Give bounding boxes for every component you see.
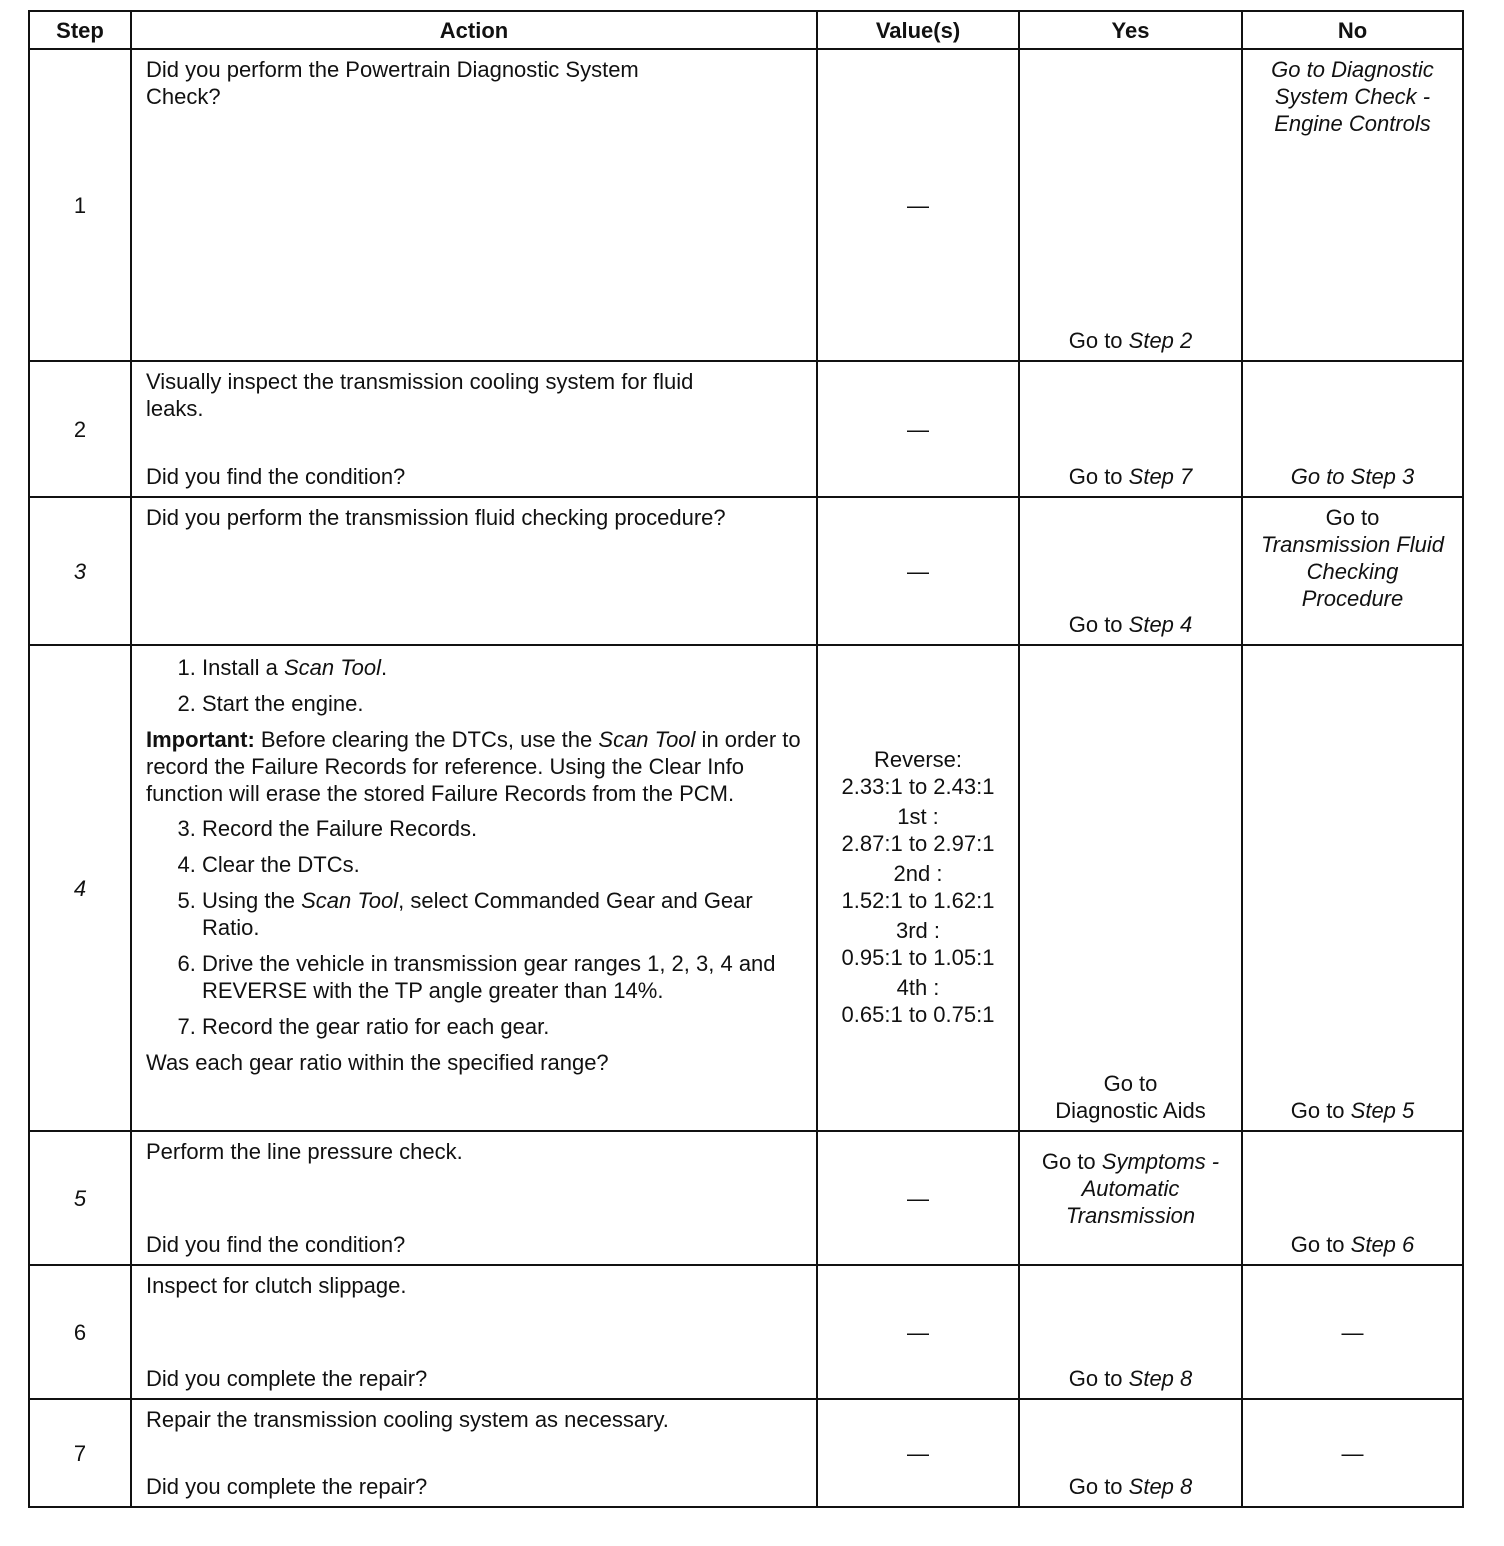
- procedure-step: [202, 654, 802, 681]
- gear-range: 0.65:1 to 0.75:1: [841, 1002, 995, 1027]
- yes-link[interactable]: Diagnostic Aids: [1055, 1098, 1206, 1123]
- step-number: 5: [29, 1131, 131, 1265]
- value-cell: —: [817, 1399, 1019, 1507]
- no-cell: —: [1242, 1265, 1463, 1399]
- no-cell: —: [1242, 1399, 1463, 1507]
- header-step: Step: [29, 11, 131, 49]
- important-note: [146, 726, 802, 807]
- yes-prefix: Go to: [1068, 612, 1129, 637]
- yes-cell[interactable]: [1019, 49, 1242, 361]
- no-link[interactable]: Step 6: [1350, 1232, 1415, 1257]
- no-link[interactable]: Go to Diagnostic System Check - Engine Controls: [1271, 57, 1434, 136]
- action-text: Inspect for clutch slippage.: [146, 1273, 407, 1298]
- header-no: No: [1242, 11, 1463, 49]
- yes-prefix: Go to: [1068, 1366, 1129, 1391]
- scan-tool-link[interactable]: Scan Tool: [283, 655, 381, 680]
- procedure-step: 4. Clear the DTCs.: [202, 851, 802, 878]
- action-cell: [131, 497, 817, 645]
- step-number: 4: [29, 645, 131, 1131]
- action-cell: [131, 645, 817, 1131]
- procedure-step: 3. Record the Failure Records.: [202, 815, 802, 842]
- yes-cell[interactable]: [1019, 1399, 1242, 1507]
- yes-link[interactable]: Symptoms - Automatic Transmission: [1065, 1149, 1220, 1228]
- table-row: [29, 49, 1463, 361]
- scan-tool-link[interactable]: Scan Tool: [598, 727, 696, 752]
- no-cell[interactable]: [1242, 497, 1463, 645]
- no-cell[interactable]: [1242, 645, 1463, 1131]
- action-cell: [131, 1131, 817, 1265]
- value-cell: —: [817, 361, 1019, 497]
- gear-label: 1st :: [897, 804, 939, 829]
- gear-ratio-spec: [818, 803, 1018, 857]
- table-row: [29, 1265, 1463, 1399]
- yes-prefix: Go to: [1068, 464, 1129, 489]
- action-text: Visually inspect the transmission cooling system for fluid leaks.: [146, 369, 694, 421]
- action-text: Perform the line pressure check.: [146, 1139, 463, 1164]
- value-cell: —: [817, 49, 1019, 361]
- no-link[interactable]: Transmission Fluid Checking Procedure: [1261, 532, 1444, 611]
- header-yes: Yes: [1019, 11, 1242, 49]
- no-prefix: Go to: [1290, 1098, 1351, 1123]
- gear-label: 4th :: [896, 975, 940, 1000]
- yes-cell[interactable]: [1019, 1131, 1242, 1265]
- table-row: [29, 1131, 1463, 1265]
- gear-ratio-spec: [818, 860, 1018, 914]
- action-question: Did you find the condition?: [146, 1232, 406, 1257]
- no-cell[interactable]: [1242, 49, 1463, 361]
- scan-tool-link[interactable]: Scan Tool: [301, 888, 399, 913]
- gear-range: 2.87:1 to 2.97:1: [841, 831, 995, 856]
- gear-label: 3rd :: [895, 918, 941, 943]
- action-cell: [131, 361, 817, 497]
- step-text: , select Commanded Gear and Gear Ratio.: [202, 888, 753, 940]
- yes-cell[interactable]: [1019, 361, 1242, 497]
- no-prefix: Go to: [1325, 505, 1380, 530]
- gear-range: 1.52:1 to 1.62:1: [841, 888, 995, 913]
- no-prefix: Go to: [1290, 1232, 1351, 1257]
- yes-prefix: Go to: [1068, 1474, 1129, 1499]
- table-row: [29, 1399, 1463, 1507]
- header-row: [29, 11, 1463, 49]
- note-text: Before clearing the DTCs, use the: [254, 727, 599, 752]
- step-text: Using the: [202, 888, 302, 913]
- procedure-step: 2. Start the engine.: [202, 690, 802, 717]
- header-values: Value(s): [817, 11, 1019, 49]
- no-cell[interactable]: [1242, 361, 1463, 497]
- yes-prefix: Go to: [1068, 328, 1129, 353]
- yes-link[interactable]: Step 7: [1128, 464, 1193, 489]
- gear-label: Reverse:: [873, 747, 963, 772]
- no-link[interactable]: Go to Step 3: [1290, 464, 1415, 489]
- yes-prefix: Go to: [1103, 1071, 1158, 1096]
- action-question: Did you perform the transmission fluid checking procedure?: [146, 505, 726, 530]
- no-cell[interactable]: [1242, 1131, 1463, 1265]
- gear-ratio-spec: [818, 917, 1018, 971]
- action-text: Repair the transmission cooling system as necessary.: [146, 1407, 669, 1432]
- step-text: Install a: [202, 655, 284, 680]
- action-cell: [131, 1399, 817, 1507]
- diagnostic-table: [28, 10, 1464, 1508]
- yes-cell[interactable]: [1019, 1265, 1242, 1399]
- action-question: Was each gear ratio within the specified range?: [146, 1050, 609, 1075]
- action-question: Did you complete the repair?: [146, 1474, 428, 1499]
- gear-ratio-spec: [818, 746, 1018, 800]
- yes-cell[interactable]: [1019, 497, 1242, 645]
- yes-link[interactable]: Step 8: [1128, 1474, 1193, 1499]
- table-row: [29, 361, 1463, 497]
- value-cell: —: [817, 1131, 1019, 1265]
- procedure-step: [202, 887, 802, 941]
- note-text: in order to record the Failure Records for reference. Using the Clear Info function will erase the stored Failure Records from the PCM.: [146, 727, 801, 806]
- step-number: 2: [29, 361, 131, 497]
- step-number: 7: [29, 1399, 131, 1507]
- no-link[interactable]: Step 5: [1350, 1098, 1415, 1123]
- yes-cell[interactable]: [1019, 645, 1242, 1131]
- action-cell: [131, 49, 817, 361]
- table-row: [29, 645, 1463, 1131]
- step-text: .: [380, 655, 388, 680]
- action-question: Did you complete the repair?: [146, 1366, 428, 1391]
- procedure-step: 7. Record the gear ratio for each gear.: [202, 1013, 802, 1040]
- value-cell: —: [817, 497, 1019, 645]
- action-question: Did you find the condition?: [146, 464, 406, 489]
- gear-range: 2.33:1 to 2.43:1: [841, 774, 995, 799]
- yes-link[interactable]: Step 4: [1128, 612, 1193, 637]
- step-number: 6: [29, 1265, 131, 1399]
- step-number: 1: [29, 49, 131, 361]
- action-question: Did you perform the Powertrain Diagnostic System Check?: [146, 57, 639, 109]
- yes-prefix: Go to: [1041, 1149, 1102, 1174]
- header-action: Action: [131, 11, 817, 49]
- gear-range: 0.95:1 to 1.05:1: [841, 945, 995, 970]
- gear-label: 2nd :: [893, 861, 943, 886]
- procedure-list: [146, 815, 802, 1040]
- value-cell: [817, 645, 1019, 1131]
- value-cell: —: [817, 1265, 1019, 1399]
- procedure-step: 6. Drive the vehicle in transmission gear ranges 1, 2, 3, 4 and REVERSE with the TP angle greater than 14%.: [202, 950, 802, 1004]
- table-row: [29, 497, 1463, 645]
- important-label: Important:: [146, 727, 255, 752]
- procedure-list: [146, 654, 802, 717]
- step-number: 3: [29, 497, 131, 645]
- yes-link[interactable]: Step 2: [1128, 328, 1193, 353]
- gear-ratio-spec: [818, 974, 1018, 1028]
- action-cell: [131, 1265, 817, 1399]
- yes-link[interactable]: Step 8: [1128, 1366, 1193, 1391]
